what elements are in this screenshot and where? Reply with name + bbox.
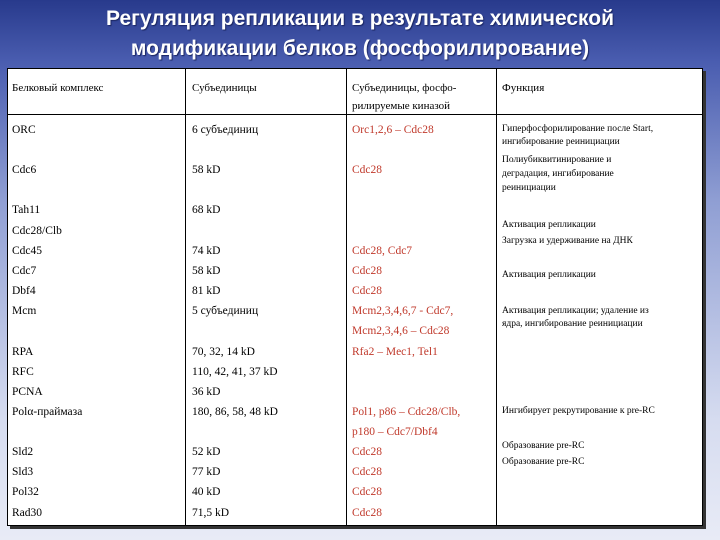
column-divider	[346, 69, 347, 525]
subunit-value: 58 kD	[192, 265, 221, 277]
function-text: Активация репликации	[502, 220, 596, 230]
subunit-value: 180, 86, 58, 48 kD	[192, 406, 278, 418]
function-text: деградация, ингибирование	[502, 169, 614, 179]
kinase-target: Mcm2,3,4,6 – Cdc28	[352, 325, 450, 337]
header-function: Функция	[502, 82, 545, 94]
function-text: Гиперфосфорилирование после Start,	[502, 124, 654, 134]
title-line-2: модификации белков (фосфорилирование)	[130, 37, 590, 60]
complex-name: Cdc6	[12, 164, 37, 176]
slide-title	[0, 4, 720, 64]
kinase-target: Cdc28	[352, 446, 383, 458]
function-text: ядра, ингибирование реинициации	[502, 319, 643, 329]
title-line-1: Регуляция репликации в результате химической	[105, 7, 615, 30]
function-text: Активация репликации	[502, 270, 596, 280]
complex-name: RFC	[12, 366, 34, 378]
kinase-target: Cdc28	[352, 164, 383, 176]
kinase-target: Cdc28	[352, 466, 383, 478]
function-text: Активация репликации; удаление из	[502, 306, 649, 316]
function-text: Ингибирует рекрутирование к pre-RC	[502, 406, 655, 416]
subunit-value: 52 kD	[192, 446, 221, 458]
subunit-value: 58 kD	[192, 164, 221, 176]
complex-name: Cdc7	[12, 265, 37, 277]
complex-name: Mcm	[12, 305, 37, 317]
subunit-value: 5 субъединиц	[192, 305, 259, 317]
complex-name: Sld2	[12, 446, 34, 458]
kinase-target: Cdc28, Cdc7	[352, 245, 413, 257]
complex-name: ORC	[12, 124, 36, 136]
header-subunits: Субъединицы	[192, 82, 257, 94]
kinase-target: Rfa2 – Mec1, Tel1	[352, 346, 438, 358]
kinase-target: Cdc28	[352, 507, 383, 519]
subunit-value: 74 kD	[192, 245, 221, 257]
function-text: ингибирование реинициации	[502, 137, 620, 147]
function-text: Образование pre-RC	[502, 441, 585, 451]
kinase-target: Cdc28	[352, 285, 383, 297]
complex-name: Cdc28/Clb	[12, 225, 62, 237]
complex-name: Tah11	[12, 204, 41, 216]
regulation-table	[7, 68, 703, 526]
subunit-value: 40 kD	[192, 486, 221, 498]
kinase-target: Cdc28	[352, 265, 383, 277]
complex-name: Sld3	[12, 466, 34, 478]
kinase-target: Orc1,2,6 – Cdc28	[352, 124, 434, 136]
complex-name: PCNA	[12, 386, 43, 398]
function-text: Полиубиквитинирование и	[502, 155, 612, 165]
column-divider	[185, 69, 186, 525]
subunit-value: 70, 32, 14 kD	[192, 346, 255, 358]
complex-name: RPA	[12, 346, 34, 358]
kinase-target: Pol1, p86 – Cdc28/Clb,	[352, 406, 461, 418]
subunit-value: 71,5 kD	[192, 507, 230, 519]
header-complex: Белковый комплекс	[12, 82, 104, 94]
subunit-value: 6 субъединиц	[192, 124, 259, 136]
complex-name: Dbf4	[12, 285, 36, 297]
subunit-value: 110, 42, 41, 37 kD	[192, 366, 278, 378]
complex-name: Pol32	[12, 486, 39, 498]
column-divider	[496, 69, 497, 525]
subunit-value: 77 kD	[192, 466, 221, 478]
complex-name: Cdc45	[12, 245, 43, 257]
complex-name: Rad30	[12, 507, 43, 519]
header-phospho-line1: Субъединицы, фосфо-	[352, 82, 457, 94]
subunit-value: 68 kD	[192, 204, 221, 216]
complex-name: Polα-праймаза	[12, 406, 83, 418]
kinase-target: p180 – Cdc7/Dbf4	[352, 426, 438, 438]
header-row-divider	[8, 114, 702, 115]
kinase-target: Cdc28	[352, 486, 383, 498]
header-phospho-line2: рилируемые киназой	[352, 100, 451, 112]
subunit-value: 81 kD	[192, 285, 221, 297]
function-text: Образование pre-RC	[502, 457, 585, 467]
kinase-target: Mcm2,3,4,6,7 - Cdc7,	[352, 305, 454, 317]
function-text: Загрузка и удерживание на ДНК	[502, 236, 633, 246]
function-text: реинициации	[502, 183, 556, 193]
subunit-value: 36 kD	[192, 386, 221, 398]
